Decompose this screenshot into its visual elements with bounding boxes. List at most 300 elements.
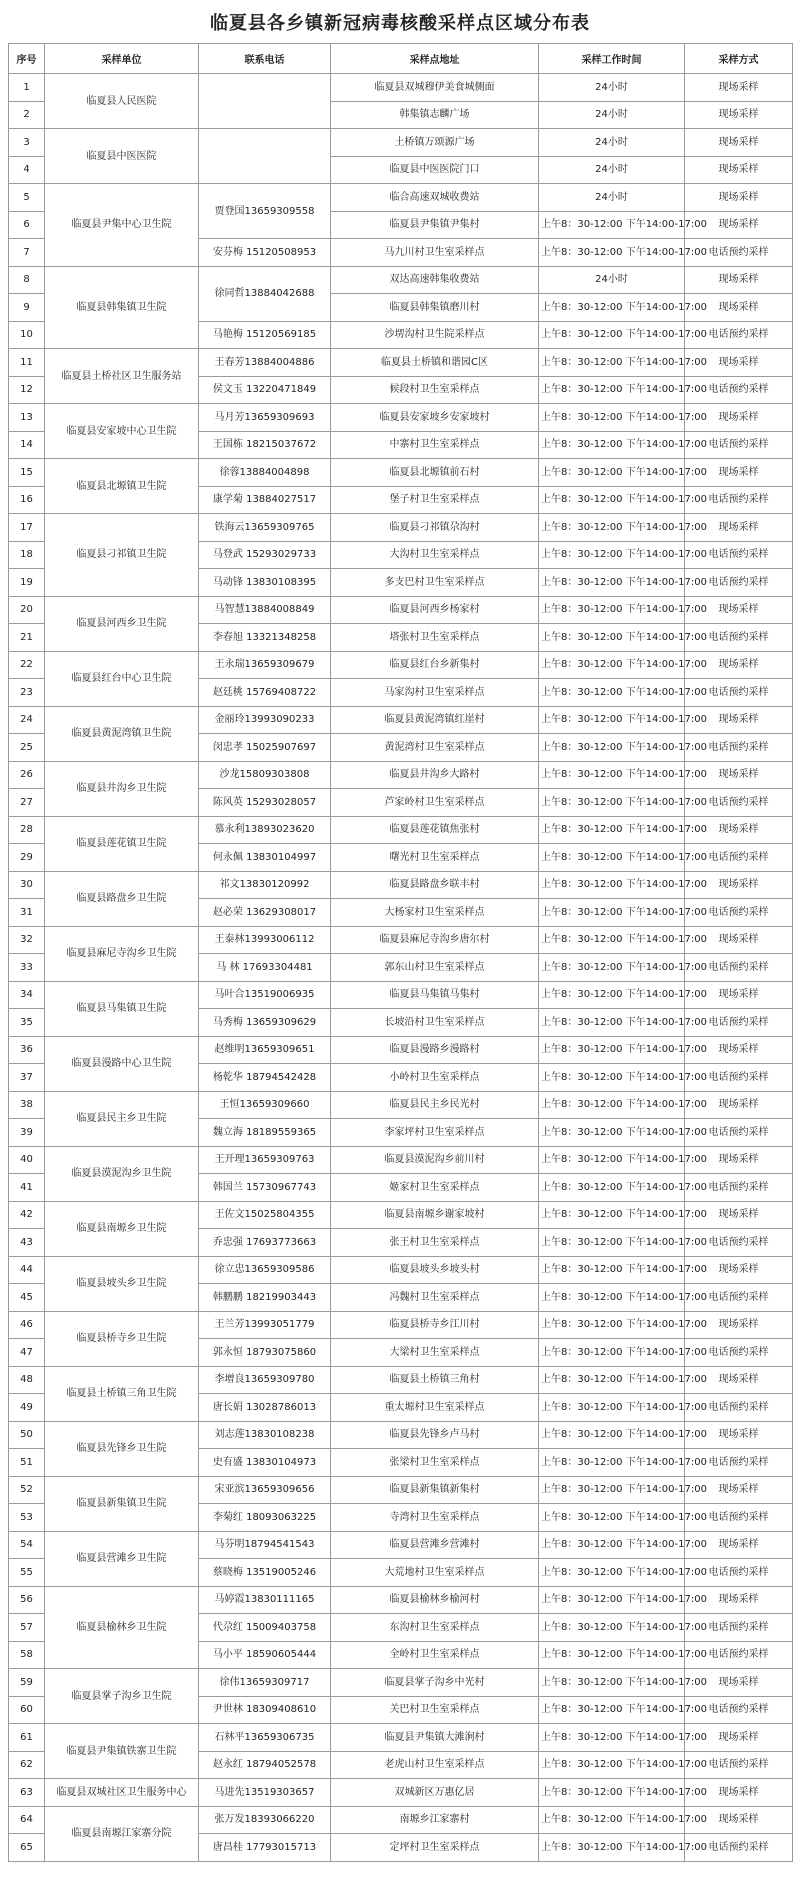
sampling-method: 电话预约采样	[685, 1559, 793, 1587]
header-method: 采样方式	[685, 44, 793, 74]
row-number: 12	[9, 376, 45, 404]
table-row	[9, 1366, 793, 1394]
contact-phone: 马艳梅 15120569185	[199, 321, 331, 349]
sampling-method: 现场采样	[685, 1201, 793, 1229]
row-number: 30	[9, 871, 45, 899]
working-hours: 上午8：30-12:00 下午14:00-17:00	[539, 1779, 685, 1807]
site-address: 临夏县马集镇马集村	[331, 981, 539, 1009]
site-address: 临夏县莲花镇焦张村	[331, 816, 539, 844]
table-row	[9, 1036, 793, 1064]
row-number: 38	[9, 1091, 45, 1119]
site-address: 东沟村卫生室采样点	[331, 1614, 539, 1642]
working-hours: 24小时	[539, 184, 685, 212]
header-hours: 采样工作时间	[539, 44, 685, 74]
contact-phone: 王恒13659309660	[199, 1091, 331, 1119]
sampling-method: 现场采样	[685, 459, 793, 487]
sampling-unit: 临夏县南塬乡卫生院	[45, 1201, 199, 1256]
contact-phone: 王泰林13993006112	[199, 926, 331, 954]
working-hours: 上午8：30-12:00 下午14:00-17:00	[539, 1091, 685, 1119]
contact-phone: 侯文玉 13220471849	[199, 376, 331, 404]
site-address: 多支巴村卫生室采样点	[331, 569, 539, 597]
working-hours: 上午8：30-12:00 下午14:00-17:00	[539, 1504, 685, 1532]
sampling-unit: 临夏县掌子沟乡卫生院	[45, 1669, 199, 1724]
working-hours: 上午8：30-12:00 下午14:00-17:00	[539, 1614, 685, 1642]
sampling-method: 电话预约采样	[685, 679, 793, 707]
contact-phone: 徐伟13659309717	[199, 1669, 331, 1697]
table-row	[9, 349, 793, 377]
site-address: 临夏县河西乡杨家村	[331, 596, 539, 624]
site-address: 老虎山村卫生室采样点	[331, 1751, 539, 1779]
contact-phone: 马小平 18590605444	[199, 1641, 331, 1669]
contact-phone: 赵必荣 13629308017	[199, 899, 331, 927]
contact-phone: 韩国兰 15730967743	[199, 1174, 331, 1202]
sampling-method: 现场采样	[685, 266, 793, 294]
row-number: 61	[9, 1724, 45, 1752]
site-address: 全岭村卫生室采样点	[331, 1641, 539, 1669]
sampling-method: 电话预约采样	[685, 624, 793, 652]
sampling-method: 现场采样	[685, 1779, 793, 1807]
working-hours: 上午8：30-12:00 下午14:00-17:00	[539, 1036, 685, 1064]
contact-phone: 马 林 17693304481	[199, 954, 331, 982]
sampling-method: 现场采样	[685, 156, 793, 184]
row-number: 31	[9, 899, 45, 927]
sampling-method: 现场采样	[685, 651, 793, 679]
row-number: 54	[9, 1531, 45, 1559]
site-address: 曙光村卫生室采样点	[331, 844, 539, 872]
row-number: 43	[9, 1229, 45, 1257]
working-hours: 上午8：30-12:00 下午14:00-17:00	[539, 871, 685, 899]
row-number: 14	[9, 431, 45, 459]
working-hours: 上午8：30-12:00 下午14:00-17:00	[539, 1421, 685, 1449]
working-hours: 上午8：30-12:00 下午14:00-17:00	[539, 486, 685, 514]
contact-phone: 李增良13659309780	[199, 1366, 331, 1394]
row-number: 63	[9, 1779, 45, 1807]
sampling-unit: 临夏县坡头乡卫生院	[45, 1256, 199, 1311]
working-hours: 上午8：30-12:00 下午14:00-17:00	[539, 899, 685, 927]
working-hours: 上午8：30-12:00 下午14:00-17:00	[539, 1119, 685, 1147]
contact-phone: 唐长娟 13028786013	[199, 1394, 331, 1422]
row-number: 11	[9, 349, 45, 377]
sampling-method: 现场采样	[685, 981, 793, 1009]
site-address: 临夏县黄泥湾镇红崖村	[331, 706, 539, 734]
contact-phone: 马芬明18794541543	[199, 1531, 331, 1559]
row-number: 42	[9, 1201, 45, 1229]
table-row	[9, 981, 793, 1009]
row-number: 9	[9, 294, 45, 322]
working-hours: 上午8：30-12:00 下午14:00-17:00	[539, 1146, 685, 1174]
contact-phone: 郭永恒 18793075860	[199, 1339, 331, 1367]
header-phone: 联系电话	[199, 44, 331, 74]
sampling-unit: 临夏县北塬镇卫生院	[45, 459, 199, 514]
site-address: 大沟村卫生室采样点	[331, 541, 539, 569]
site-address: 黄泥湾村卫生室采样点	[331, 734, 539, 762]
sampling-unit: 临夏县南塬江家寨分院	[45, 1806, 199, 1861]
working-hours: 上午8：30-12:00 下午14:00-17:00	[539, 1201, 685, 1229]
working-hours: 上午8：30-12:00 下午14:00-17:00	[539, 1751, 685, 1779]
site-address: 沙塄沟村卫生院采样点	[331, 321, 539, 349]
sampling-method: 电话预约采样	[685, 239, 793, 267]
contact-phone: 赵维明13659309651	[199, 1036, 331, 1064]
sampling-unit: 临夏县尹集中心卫生院	[45, 184, 199, 267]
contact-phone: 蔡晓梅 13519005246	[199, 1559, 331, 1587]
site-address: 临夏县漠泥沟乡前川村	[331, 1146, 539, 1174]
row-number: 3	[9, 129, 45, 157]
working-hours: 上午8：30-12:00 下午14:00-17:00	[539, 761, 685, 789]
sampling-unit: 临夏县漠泥沟乡卫生院	[45, 1146, 199, 1201]
table-row	[9, 1779, 793, 1807]
site-address: 临夏县南塬乡谢家坡村	[331, 1201, 539, 1229]
contact-phone: 王兰芳13993051779	[199, 1311, 331, 1339]
site-address: 临夏县掌子沟乡中光村	[331, 1669, 539, 1697]
contact-phone: 乔忠强 17693773663	[199, 1229, 331, 1257]
site-address: 临夏县新集镇新集村	[331, 1476, 539, 1504]
row-number: 7	[9, 239, 45, 267]
site-address: 马九川村卫生室采样点	[331, 239, 539, 267]
row-number: 45	[9, 1284, 45, 1312]
working-hours: 上午8：30-12:00 下午14:00-17:00	[539, 734, 685, 762]
contact-phone: 李春旭 13321348258	[199, 624, 331, 652]
table-row	[9, 926, 793, 954]
sampling-unit: 临夏县土桥镇三角卫生院	[45, 1366, 199, 1421]
sampling-method: 现场采样	[685, 1146, 793, 1174]
site-address: 双城新区万惠亿居	[331, 1779, 539, 1807]
contact-phone: 马动锋 13830108395	[199, 569, 331, 597]
row-number: 17	[9, 514, 45, 542]
table-row	[9, 1531, 793, 1559]
sampling-method: 现场采样	[685, 1091, 793, 1119]
site-address: 临夏县红台乡新集村	[331, 651, 539, 679]
row-number: 29	[9, 844, 45, 872]
site-address: 临夏县双城穆伊美食城侧面	[331, 74, 539, 102]
table-row	[9, 1724, 793, 1752]
working-hours: 上午8：30-12:00 下午14:00-17:00	[539, 1009, 685, 1037]
sampling-unit: 临夏县土桥社区卫生服务站	[45, 349, 199, 404]
working-hours: 24小时	[539, 156, 685, 184]
row-number: 32	[9, 926, 45, 954]
contact-phone: 王春芳13884004886	[199, 349, 331, 377]
sampling-method: 电话预约采样	[685, 569, 793, 597]
row-number: 52	[9, 1476, 45, 1504]
sampling-method: 现场采样	[685, 184, 793, 212]
sampling-unit: 临夏县尹集镇铁寨卫生院	[45, 1724, 199, 1779]
table-row	[9, 596, 793, 624]
sampling-unit: 临夏县新集镇卫生院	[45, 1476, 199, 1531]
row-number: 35	[9, 1009, 45, 1037]
contact-phone: 马智慧13884008849	[199, 596, 331, 624]
working-hours: 24小时	[539, 266, 685, 294]
working-hours: 上午8：30-12:00 下午14:00-17:00	[539, 376, 685, 404]
sampling-method: 现场采样	[685, 74, 793, 102]
site-address: 土桥镇万颂源广场	[331, 129, 539, 157]
row-number: 46	[9, 1311, 45, 1339]
row-number: 22	[9, 651, 45, 679]
working-hours: 上午8：30-12:00 下午14:00-17:00	[539, 1256, 685, 1284]
site-address: 临夏县尹集镇尹集村	[331, 211, 539, 239]
site-address: 临夏县土桥镇和谐园C区	[331, 349, 539, 377]
page-title: 临夏县各乡镇新冠病毒核酸采样点区域分布表	[210, 13, 590, 34]
row-number: 6	[9, 211, 45, 239]
contact-phone: 马登武 15293029733	[199, 541, 331, 569]
site-address: 双达高速韩集收费站	[331, 266, 539, 294]
working-hours: 24小时	[539, 129, 685, 157]
site-address: 临夏县先锋乡卢马村	[331, 1421, 539, 1449]
sampling-unit: 临夏县韩集镇卫生院	[45, 266, 199, 349]
row-number: 24	[9, 706, 45, 734]
contact-phone: 石林平13659306735	[199, 1724, 331, 1752]
row-number: 44	[9, 1256, 45, 1284]
sampling-unit: 临夏县马集镇卫生院	[45, 981, 199, 1036]
sampling-method: 现场采样	[685, 926, 793, 954]
sampling-method: 电话预约采样	[685, 954, 793, 982]
working-hours: 上午8：30-12:00 下午14:00-17:00	[539, 569, 685, 597]
working-hours: 上午8：30-12:00 下午14:00-17:00	[539, 294, 685, 322]
working-hours: 上午8：30-12:00 下午14:00-17:00	[539, 1366, 685, 1394]
row-number: 8	[9, 266, 45, 294]
sampling-unit: 临夏县中医医院	[45, 129, 199, 184]
working-hours: 上午8：30-12:00 下午14:00-17:00	[539, 1449, 685, 1477]
table-row	[9, 1806, 793, 1834]
sampling-method: 现场采样	[685, 514, 793, 542]
contact-phone: 李菊红 18093063225	[199, 1504, 331, 1532]
table-row	[9, 459, 793, 487]
site-address: 大荒地村卫生室采样点	[331, 1559, 539, 1587]
working-hours: 上午8：30-12:00 下午14:00-17:00	[539, 1394, 685, 1422]
contact-phone: 张万发18393066220	[199, 1806, 331, 1834]
contact-phone: 慕永利13893023620	[199, 816, 331, 844]
sampling-method: 电话预约采样	[685, 1394, 793, 1422]
sampling-method: 现场采样	[685, 816, 793, 844]
contact-phone: 沙龙15809303808	[199, 761, 331, 789]
working-hours: 上午8：30-12:00 下午14:00-17:00	[539, 459, 685, 487]
contact-phone: 代尕红 15009403758	[199, 1614, 331, 1642]
site-address: 李家坪村卫生室采样点	[331, 1119, 539, 1147]
contact-phone: 马进先13519303657	[199, 1779, 331, 1807]
contact-phone: 魏立海 18189559365	[199, 1119, 331, 1147]
row-number: 18	[9, 541, 45, 569]
working-hours: 上午8：30-12:00 下午14:00-17:00	[539, 1311, 685, 1339]
sampling-unit: 临夏县人民医院	[45, 74, 199, 129]
sampling-method: 电话预约采样	[685, 1504, 793, 1532]
sampling-method: 电话预约采样	[685, 1834, 793, 1862]
row-number: 49	[9, 1394, 45, 1422]
table-row	[9, 1201, 793, 1229]
sampling-unit: 临夏县红台中心卫生院	[45, 651, 199, 706]
working-hours: 上午8：30-12:00 下午14:00-17:00	[539, 1174, 685, 1202]
contact-phone: 闵忠孝 15025907697	[199, 734, 331, 762]
table-row	[9, 1669, 793, 1697]
contact-phone: 徐同哲13884042688	[199, 266, 331, 321]
sampling-method: 电话预约采样	[685, 431, 793, 459]
row-number: 2	[9, 101, 45, 129]
sampling-method: 电话预约采样	[685, 1009, 793, 1037]
row-number: 60	[9, 1696, 45, 1724]
working-hours: 上午8：30-12:00 下午14:00-17:00	[539, 1559, 685, 1587]
sampling-method: 电话预约采样	[685, 321, 793, 349]
sampling-method: 现场采样	[685, 1256, 793, 1284]
sampling-method: 电话预约采样	[685, 1696, 793, 1724]
contact-phone: 马秀梅 13659309629	[199, 1009, 331, 1037]
working-hours: 上午8：30-12:00 下午14:00-17:00	[539, 679, 685, 707]
sampling-method: 现场采样	[685, 596, 793, 624]
contact-phone: 何永佩 13830104997	[199, 844, 331, 872]
sampling-method: 现场采样	[685, 1669, 793, 1697]
sampling-unit: 临夏县安家坡中心卫生院	[45, 404, 199, 459]
working-hours: 上午8：30-12:00 下午14:00-17:00	[539, 431, 685, 459]
contact-phone: 唐昌桂 17793015713	[199, 1834, 331, 1862]
sampling-method: 现场采样	[685, 1311, 793, 1339]
table-header	[9, 44, 793, 74]
contact-phone: 徐立忠13659309586	[199, 1256, 331, 1284]
sampling-method: 现场采样	[685, 1586, 793, 1614]
sampling-method: 现场采样	[685, 1531, 793, 1559]
row-number: 41	[9, 1174, 45, 1202]
table-row	[9, 871, 793, 899]
working-hours: 上午8：30-12:00 下午14:00-17:00	[539, 596, 685, 624]
site-address: 临夏县路盘乡联丰村	[331, 871, 539, 899]
table-row	[9, 706, 793, 734]
table-row	[9, 1091, 793, 1119]
header-address: 采样点地址	[331, 44, 539, 74]
site-address: 候段村卫生室采样点	[331, 376, 539, 404]
sampling-unit: 临夏县黄泥湾镇卫生院	[45, 706, 199, 761]
sampling-method: 现场采样	[685, 1366, 793, 1394]
contact-phone: 史有盛 13830104973	[199, 1449, 331, 1477]
site-address: 塔张村卫生室采样点	[331, 624, 539, 652]
row-number: 27	[9, 789, 45, 817]
row-number: 25	[9, 734, 45, 762]
site-address: 大梁村卫生室采样点	[331, 1339, 539, 1367]
table-row	[9, 1311, 793, 1339]
contact-phone: 康学菊 13884027517	[199, 486, 331, 514]
sampling-method: 电话预约采样	[685, 376, 793, 404]
table-row	[9, 184, 793, 212]
working-hours: 上午8：30-12:00 下午14:00-17:00	[539, 404, 685, 432]
sampling-method: 电话预约采样	[685, 1339, 793, 1367]
sampling-unit: 临夏县桥寺乡卫生院	[45, 1311, 199, 1366]
contact-phone: 马婷霞13830111165	[199, 1586, 331, 1614]
site-address: 冯魏村卫生室采样点	[331, 1284, 539, 1312]
site-address: 临夏县中医医院门口	[331, 156, 539, 184]
site-address: 大杨家村卫生室采样点	[331, 899, 539, 927]
sampling-method: 电话预约采样	[685, 1751, 793, 1779]
row-number: 23	[9, 679, 45, 707]
sampling-method: 现场采样	[685, 1036, 793, 1064]
working-hours: 上午8：30-12:00 下午14:00-17:00	[539, 1806, 685, 1834]
sampling-method: 现场采样	[685, 706, 793, 734]
site-address: 寺湾村卫生室采样点	[331, 1504, 539, 1532]
site-address: 临夏县刁祁镇尕沟村	[331, 514, 539, 542]
contact-phone: 祁文13830120992	[199, 871, 331, 899]
header-unit: 采样单位	[45, 44, 199, 74]
row-number: 51	[9, 1449, 45, 1477]
sampling-unit: 临夏县漫路中心卫生院	[45, 1036, 199, 1091]
working-hours: 上午8：30-12:00 下午14:00-17:00	[539, 789, 685, 817]
sampling-unit: 临夏县民主乡卫生院	[45, 1091, 199, 1146]
sampling-unit: 临夏县双城社区卫生服务中心	[45, 1779, 199, 1807]
site-address: 长坡沿村卫生室采样点	[331, 1009, 539, 1037]
working-hours: 上午8：30-12:00 下午14:00-17:00	[539, 1476, 685, 1504]
site-address: 中寨村卫生室采样点	[331, 431, 539, 459]
sampling-method: 电话预约采样	[685, 1641, 793, 1669]
table-row	[9, 651, 793, 679]
contact-phone: 赵廷桃 15769408722	[199, 679, 331, 707]
contact-phone: 铁海云13659309765	[199, 514, 331, 542]
row-number: 55	[9, 1559, 45, 1587]
site-address: 堡子村卫生室采样点	[331, 486, 539, 514]
working-hours: 上午8：30-12:00 下午14:00-17:00	[539, 541, 685, 569]
sampling-unit: 临夏县榆林乡卫生院	[45, 1586, 199, 1669]
site-address: 马家沟村卫生室采样点	[331, 679, 539, 707]
contact-phone: 徐蓉13884004898	[199, 459, 331, 487]
working-hours: 上午8：30-12:00 下午14:00-17:00	[539, 844, 685, 872]
sampling-method: 现场采样	[685, 1421, 793, 1449]
sampling-unit: 临夏县路盘乡卫生院	[45, 871, 199, 926]
sampling-method: 现场采样	[685, 1806, 793, 1834]
table-row	[9, 266, 793, 294]
table-row	[9, 404, 793, 432]
site-address: 临夏县尹集镇大滩涧村	[331, 1724, 539, 1752]
contact-phone: 王开理13659309763	[199, 1146, 331, 1174]
site-address: 张王村卫生室采样点	[331, 1229, 539, 1257]
table-row	[9, 129, 793, 157]
sampling-method: 现场采样	[685, 871, 793, 899]
sampling-method: 电话预约采样	[685, 1064, 793, 1092]
sampling-method: 现场采样	[685, 1476, 793, 1504]
row-number: 59	[9, 1669, 45, 1697]
site-address: 临夏县土桥镇三角村	[331, 1366, 539, 1394]
sampling-method: 电话预约采样	[685, 1229, 793, 1257]
row-number: 28	[9, 816, 45, 844]
site-address: 姬家村卫生室采样点	[331, 1174, 539, 1202]
sampling-method: 电话预约采样	[685, 1449, 793, 1477]
site-address: 临夏县井沟乡大路村	[331, 761, 539, 789]
contact-phone: 王国栋 18215037672	[199, 431, 331, 459]
site-address: 临夏县漫路乡漫路村	[331, 1036, 539, 1064]
sampling-site-table	[8, 43, 793, 1862]
sampling-method: 现场采样	[685, 761, 793, 789]
site-address: 小岭村卫生室采样点	[331, 1064, 539, 1092]
sampling-method: 电话预约采样	[685, 1119, 793, 1147]
working-hours: 上午8：30-12:00 下午14:00-17:00	[539, 1284, 685, 1312]
working-hours: 上午8：30-12:00 下午14:00-17:00	[539, 1064, 685, 1092]
row-number: 65	[9, 1834, 45, 1862]
site-address: 临夏县营滩乡营滩村	[331, 1531, 539, 1559]
working-hours: 上午8：30-12:00 下午14:00-17:00	[539, 1834, 685, 1862]
table-row	[9, 74, 793, 102]
sampling-method: 电话预约采样	[685, 1614, 793, 1642]
contact-phone: 韩鹏鹏 18219903443	[199, 1284, 331, 1312]
row-number: 40	[9, 1146, 45, 1174]
site-address: 临夏县麻尼寺沟乡唐尔村	[331, 926, 539, 954]
contact-phone: 马叶合13519006935	[199, 981, 331, 1009]
working-hours: 上午8：30-12:00 下午14:00-17:00	[539, 1229, 685, 1257]
row-number: 19	[9, 569, 45, 597]
working-hours: 上午8：30-12:00 下午14:00-17:00	[539, 954, 685, 982]
working-hours: 上午8：30-12:00 下午14:00-17:00	[539, 926, 685, 954]
site-address: 临夏县安家坡乡安家坡村	[331, 404, 539, 432]
working-hours: 上午8：30-12:00 下午14:00-17:00	[539, 239, 685, 267]
row-number: 53	[9, 1504, 45, 1532]
working-hours: 上午8：30-12:00 下午14:00-17:00	[539, 211, 685, 239]
row-number: 57	[9, 1614, 45, 1642]
table-row	[9, 1476, 793, 1504]
sampling-method: 现场采样	[685, 404, 793, 432]
working-hours: 上午8：30-12:00 下午14:00-17:00	[539, 1339, 685, 1367]
site-address: 定坪村卫生室采样点	[331, 1834, 539, 1862]
working-hours: 上午8：30-12:00 下午14:00-17:00	[539, 981, 685, 1009]
contact-phone: 金丽玲13993090233	[199, 706, 331, 734]
table-row	[9, 1146, 793, 1174]
